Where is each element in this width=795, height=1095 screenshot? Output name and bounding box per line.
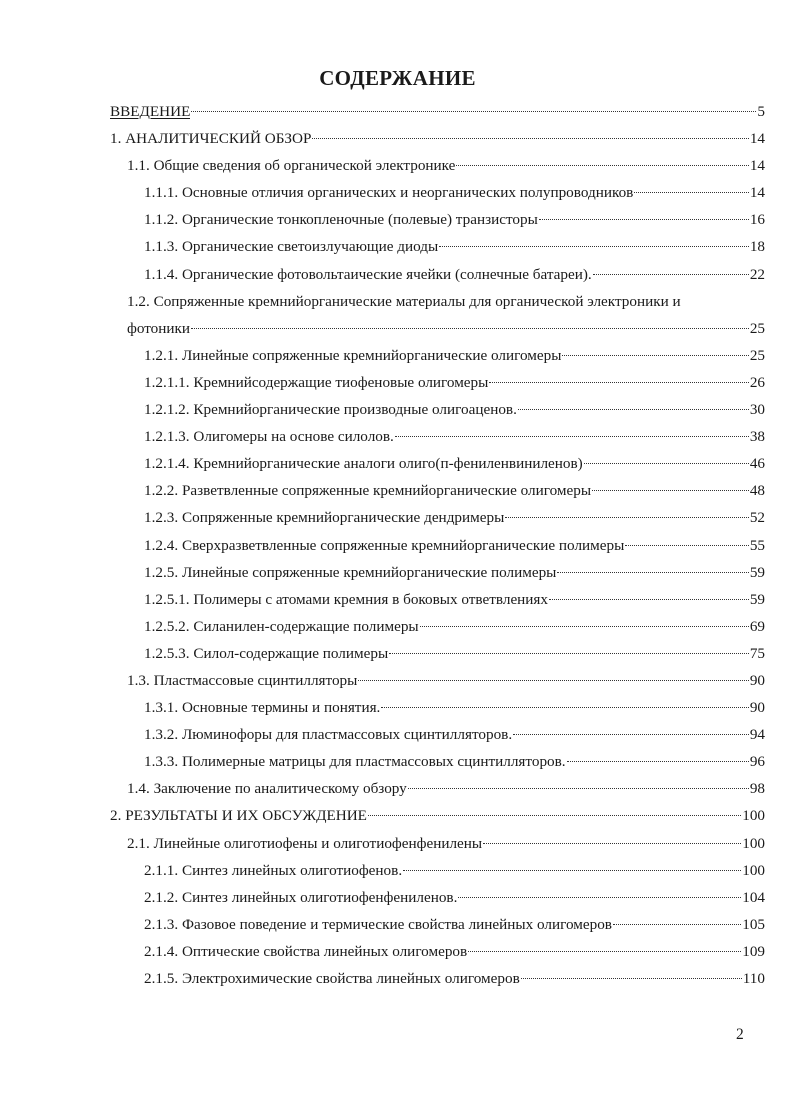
toc-entry-label: 1.1.1. Основные отличия органических и неорганических полупроводников [144, 184, 634, 202]
toc-entry[interactable] [0, 342, 795, 369]
toc-entry-page: 90 [749, 699, 765, 717]
toc-entry-label: 1.2.5.1. Полимеры с атомами кремния в боковых ответвлениях [144, 590, 549, 608]
toc-entry[interactable] [0, 98, 795, 125]
toc-entry-label: 1.2.1.4. Кремнийорганические аналоги олиго(п-фениленвиниленов) [144, 455, 583, 473]
dot-leader [468, 951, 741, 952]
dot-leader [408, 788, 749, 789]
toc-entry-page: 100 [742, 861, 765, 879]
dot-leader [312, 138, 748, 139]
toc-entry-page: 26 [749, 373, 765, 391]
dot-leader [505, 517, 749, 518]
toc-entry[interactable] [0, 450, 795, 477]
toc-entry-page: 100 [742, 807, 765, 825]
dot-leader [395, 436, 749, 437]
toc-entry-label: 1.2.3. Сопряженные кремнийорганические дендримеры [144, 509, 505, 527]
dot-leader [557, 572, 748, 573]
toc-entry[interactable] [0, 369, 795, 396]
toc-entry-label: 1.2.5. Линейные сопряженные кремнийорганические полимеры [144, 563, 557, 581]
toc-entry-label: 1. АНАЛИТИЧЕСКИЙ ОБЗОР [110, 130, 312, 148]
dot-leader [191, 328, 749, 329]
toc-entry-page: 46 [749, 455, 765, 473]
toc-entry[interactable] [0, 504, 795, 531]
toc-entry-page: 75 [749, 644, 765, 662]
toc-entry-label: ВВЕДЕНИЕ [110, 103, 191, 120]
toc-entry-page: 109 [742, 942, 765, 960]
toc-entry-page: 38 [749, 428, 765, 446]
toc-entry-page: 52 [749, 509, 765, 527]
dot-leader [634, 192, 748, 193]
toc-entry[interactable] [0, 396, 795, 423]
toc-entry[interactable] [0, 233, 795, 260]
toc-entry[interactable] [0, 802, 795, 829]
dot-leader [483, 843, 741, 844]
toc-entry-label: 2.1.2. Синтез линейных олиготиофенфениленов. [144, 888, 458, 906]
dot-leader [549, 599, 749, 600]
toc-entry-label: 1.4. Заключение по аналитическому обзору [127, 780, 407, 798]
dot-leader [513, 734, 749, 735]
page-title: СОДЕРЖАНИЕ [319, 66, 476, 90]
toc-entry-page: 105 [742, 915, 765, 933]
dot-leader [562, 355, 748, 356]
toc-entry-label: 1.2.1.2. Кремнийорганические производные олигоаценов. [144, 401, 517, 419]
toc-entry-page: 104 [742, 888, 765, 906]
toc-entry-page: 94 [749, 726, 765, 744]
toc-entry[interactable] [0, 884, 795, 911]
toc-entry[interactable] [0, 477, 795, 504]
dot-leader [368, 815, 741, 816]
toc-entry-page: 48 [749, 482, 765, 500]
dot-leader [539, 219, 749, 220]
toc-entry-page: 5 [757, 103, 765, 120]
toc-entry-label: 1.3.1. Основные термины и понятия. [144, 699, 381, 717]
toc-entry-page: 30 [749, 401, 765, 419]
toc-entry[interactable] [0, 261, 795, 288]
toc-entry[interactable] [0, 613, 795, 640]
dot-leader [420, 626, 749, 627]
toc-entry-label: 1.2.1.1. Кремнийсодержащие тиофеновые олигомеры [144, 373, 489, 391]
dot-leader [358, 680, 748, 681]
toc-entry-page: 90 [749, 671, 765, 689]
toc-entry-label: 1.1.4. Органические фотовольтаические ячейки (солнечные батареи). [144, 265, 592, 283]
toc-entry-page: 55 [749, 536, 765, 554]
dot-leader [584, 463, 749, 464]
toc-entry-page: 110 [742, 970, 765, 987]
toc-entry-label: 1.2.5.2. Силанилен-содержащие полимеры [144, 617, 419, 635]
toc-entry[interactable] [0, 423, 795, 450]
table-of-contents [0, 98, 795, 992]
dot-leader [567, 761, 749, 762]
toc-entry-page: 14 [749, 157, 765, 175]
toc-entry-page: 16 [749, 211, 765, 229]
toc-entry[interactable] [0, 938, 795, 965]
dot-leader [592, 490, 749, 491]
toc-entry[interactable] [0, 911, 795, 938]
toc-entry-page: 69 [749, 617, 765, 635]
toc-entry-label: 1.2.1.3. Олигомеры на основе силолов. [144, 428, 394, 446]
toc-entry[interactable] [0, 667, 795, 694]
toc-entry-label: 1.3. Пластмассовые сцинтилляторы [127, 671, 358, 689]
toc-entry[interactable] [0, 965, 795, 992]
toc-entry[interactable] [0, 748, 795, 775]
dot-leader [593, 274, 749, 275]
toc-entry-page: 18 [749, 238, 765, 256]
dot-leader [518, 409, 749, 410]
dot-leader [381, 707, 748, 708]
dot-leader [456, 165, 748, 166]
toc-entry[interactable] [0, 830, 795, 857]
toc-entry-label: 1.3.3. Полимерные матрицы для пластмассовых сцинтилляторов. [144, 753, 566, 771]
toc-entry-page: 22 [749, 265, 765, 283]
dot-leader [191, 111, 756, 112]
toc-entry[interactable] [0, 125, 795, 152]
toc-entry-label: 2. РЕЗУЛЬТАТЫ И ИХ ОБСУЖДЕНИЕ [110, 807, 367, 825]
toc-entry-page: 25 [749, 319, 765, 337]
toc-entry-page: 100 [742, 834, 765, 852]
toc-entry[interactable] [0, 586, 795, 613]
toc-entry-label: 1.2. Сопряженные кремнийорганические материалы для органической электроники и [127, 292, 681, 310]
toc-entry-page: 59 [749, 563, 765, 581]
toc-entry-label: 2.1.4. Оптические свойства линейных олигомеров [144, 942, 468, 960]
dot-leader [403, 870, 741, 871]
toc-entry[interactable] [0, 775, 795, 802]
toc-entry-page: 14 [749, 184, 765, 202]
dot-leader [458, 897, 741, 898]
toc-entry-page: 25 [749, 346, 765, 364]
toc-entry-label: 2.1.5. Электрохимические свойства линейных олигомеров [144, 970, 520, 987]
toc-entry[interactable] [0, 694, 795, 721]
toc-entry[interactable] [0, 559, 795, 586]
toc-entry[interactable] [0, 640, 795, 667]
toc-entry[interactable] [0, 721, 795, 748]
toc-entry[interactable] [0, 152, 795, 179]
toc-entry-label: 2.1.3. Фазовое поведение и термические свойства линейных олигомеров [144, 915, 612, 933]
dot-leader [389, 653, 749, 654]
toc-entry-label: 1.2.1. Линейные сопряженные кремнийорганические олигомеры [144, 346, 562, 364]
toc-entry-label: 1.1.3. Органические светоизлучающие диоды [144, 238, 439, 256]
toc-entry-label: 1.1. Общие сведения об органической электронике [127, 157, 456, 175]
toc-entry[interactable] [0, 179, 795, 206]
toc-entry-page: 14 [749, 130, 765, 148]
dot-leader [613, 924, 741, 925]
toc-entry-page: 96 [749, 753, 765, 771]
toc-entry[interactable] [0, 315, 795, 342]
toc-entry-label: 1.2.4. Сверхразветвленные сопряженные кремнийорганические полимеры [144, 536, 625, 554]
toc-entry-label: 1.2.5.3. Силол-содержащие полимеры [144, 644, 389, 662]
page-number: 2 [736, 1026, 744, 1043]
toc-entry[interactable] [0, 206, 795, 233]
toc-entry-label: фотоники [127, 319, 191, 337]
dot-leader [439, 246, 749, 247]
dot-leader [489, 382, 748, 383]
toc-entry-label: 2.1.1. Синтез линейных олиготиофенов. [144, 861, 403, 879]
toc-entry[interactable] [0, 857, 795, 884]
toc-entry-label: 1.2.2. Разветвленные сопряженные кремнийорганические олигомеры [144, 482, 592, 500]
toc-entry-label: 1.3.2. Люминофоры для пластмассовых сцинтилляторов. [144, 726, 513, 744]
dot-leader [625, 545, 749, 546]
toc-entry-label: 2.1. Линейные олиготиофены и олиготиофенфенилены [127, 834, 483, 852]
dot-leader [521, 978, 742, 979]
toc-entry-page: 98 [749, 780, 765, 798]
toc-entry[interactable] [0, 532, 795, 559]
toc-entry-label: 1.1.2. Органические тонкопленочные (полевые) транзисторы [144, 211, 538, 229]
toc-entry-first-line[interactable] [0, 288, 795, 315]
toc-entry-page: 59 [749, 590, 765, 608]
